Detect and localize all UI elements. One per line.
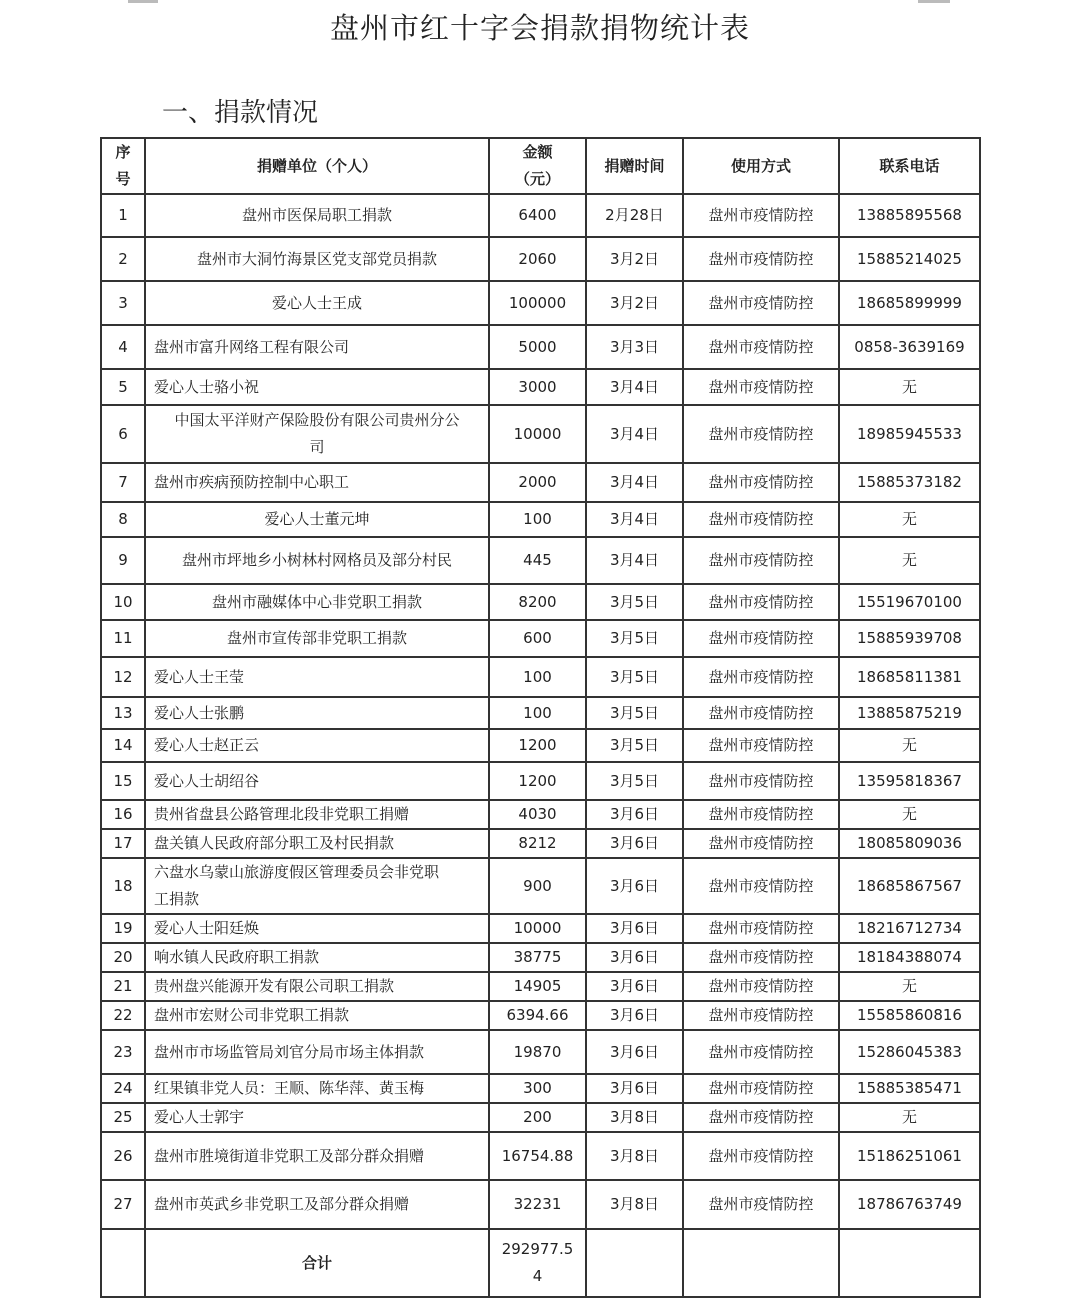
table-row <box>101 620 980 657</box>
cell-unit: 盘州市疾病预防控制中心职工 <box>145 463 489 502</box>
cell-time: 3月6日 <box>586 829 683 858</box>
header-amount-line1: 金额 <box>522 143 553 161</box>
cell-phone: 0858-3639169 <box>839 325 980 369</box>
cell-unit-line2: 工捐款 <box>154 890 200 908</box>
cell-amount: 6394.66 <box>489 1001 586 1030</box>
total-amount <box>489 1229 586 1297</box>
cell-unit: 盘州市市场监管局刘官分局市场主体捐款 <box>145 1030 489 1074</box>
cell-amount: 100 <box>489 502 586 537</box>
cell-time: 3月5日 <box>586 762 683 800</box>
cell-seq: 17 <box>101 829 145 858</box>
cell-phone: 15585860816 <box>839 1001 980 1030</box>
cell-time: 3月5日 <box>586 657 683 697</box>
cell-phone: 无 <box>839 800 980 829</box>
cell-phone: 15885214025 <box>839 237 980 281</box>
cell-unit: 响水镇人民政府职工捐款 <box>145 943 489 972</box>
cell-amount: 1200 <box>489 762 586 800</box>
cell-time: 3月8日 <box>586 1132 683 1180</box>
cell-phone: 无 <box>839 729 980 762</box>
cell-time: 3月5日 <box>586 584 683 620</box>
cell-phone: 13885875219 <box>839 697 980 729</box>
cell-seq: 14 <box>101 729 145 762</box>
header-use: 使用方式 <box>683 138 839 194</box>
cell-use: 盘州市疫情防控 <box>683 502 839 537</box>
cell-use: 盘州市疫情防控 <box>683 972 839 1001</box>
cell-time: 3月4日 <box>586 369 683 405</box>
table-row <box>101 943 980 972</box>
cell-unit: 爱心人士胡绍谷 <box>145 762 489 800</box>
cell-time: 3月3日 <box>586 325 683 369</box>
cell-phone: 13595818367 <box>839 762 980 800</box>
cell-unit: 爱心人士赵正云 <box>145 729 489 762</box>
cell-use: 盘州市疫情防控 <box>683 325 839 369</box>
cell-amount: 300 <box>489 1074 586 1103</box>
total-use <box>683 1229 839 1297</box>
cell-use: 盘州市疫情防控 <box>683 914 839 943</box>
cell-use: 盘州市疫情防控 <box>683 1103 839 1132</box>
cell-seq: 7 <box>101 463 145 502</box>
table-row <box>101 1030 980 1074</box>
cell-amount: 100 <box>489 697 586 729</box>
cell-unit <box>145 858 489 914</box>
cell-amount: 10000 <box>489 405 586 463</box>
cell-seq: 9 <box>101 537 145 584</box>
total-row <box>101 1229 980 1297</box>
cell-time: 3月6日 <box>586 858 683 914</box>
cell-use: 盘州市疫情防控 <box>683 762 839 800</box>
cell-seq: 27 <box>101 1180 145 1229</box>
cell-unit: 红果镇非党人员：王顺、陈华萍、黄玉梅 <box>145 1074 489 1103</box>
cell-time: 3月4日 <box>586 463 683 502</box>
cell-seq: 25 <box>101 1103 145 1132</box>
cell-seq: 4 <box>101 325 145 369</box>
cell-time: 3月6日 <box>586 800 683 829</box>
cell-time: 2月28日 <box>586 194 683 237</box>
cell-use: 盘州市疫情防控 <box>683 697 839 729</box>
cell-seq: 5 <box>101 369 145 405</box>
cell-amount: 16754.88 <box>489 1132 586 1180</box>
cell-phone: 18786763749 <box>839 1180 980 1229</box>
cell-unit: 盘州市坪地乡小树林村网格员及部分村民 <box>145 537 489 584</box>
header-amount-line2: （元） <box>514 170 560 188</box>
cell-use: 盘州市疫情防控 <box>683 537 839 584</box>
top-edge-mark-left <box>128 0 158 3</box>
cell-time: 3月6日 <box>586 1074 683 1103</box>
table-row <box>101 584 980 620</box>
cell-phone: 18985945533 <box>839 405 980 463</box>
table-row <box>101 463 980 502</box>
cell-phone: 15186251061 <box>839 1132 980 1180</box>
cell-unit: 贵州盘兴能源开发有限公司职工捐款 <box>145 972 489 1001</box>
cell-seq: 15 <box>101 762 145 800</box>
cell-time: 3月2日 <box>586 281 683 325</box>
table-row <box>101 914 980 943</box>
cell-seq: 21 <box>101 972 145 1001</box>
cell-use: 盘州市疫情防控 <box>683 1074 839 1103</box>
cell-amount: 3000 <box>489 369 586 405</box>
cell-unit: 爱心人士王成 <box>145 281 489 325</box>
cell-unit: 盘州市医保局职工捐款 <box>145 194 489 237</box>
table-row <box>101 972 980 1001</box>
cell-use: 盘州市疫情防控 <box>683 281 839 325</box>
cell-phone: 18216712734 <box>839 914 980 943</box>
cell-unit: 盘关镇人民政府部分职工及村民捐款 <box>145 829 489 858</box>
cell-amount: 2060 <box>489 237 586 281</box>
cell-phone: 15885373182 <box>839 463 980 502</box>
table-row <box>101 1103 980 1132</box>
cell-seq: 23 <box>101 1030 145 1074</box>
table-row <box>101 537 980 584</box>
cell-phone: 18685899999 <box>839 281 980 325</box>
cell-amount: 5000 <box>489 325 586 369</box>
cell-phone: 无 <box>839 1103 980 1132</box>
cell-amount: 445 <box>489 537 586 584</box>
table-row <box>101 829 980 858</box>
cell-phone: 18685811381 <box>839 657 980 697</box>
table-row <box>101 858 980 914</box>
cell-unit <box>145 405 489 463</box>
header-time: 捐赠时间 <box>586 138 683 194</box>
cell-unit-line1: 六盘水乌蒙山旅游度假区管理委员会非党职 <box>154 863 440 881</box>
cell-use: 盘州市疫情防控 <box>683 194 839 237</box>
cell-use: 盘州市疫情防控 <box>683 237 839 281</box>
top-edge-mark-right <box>918 0 950 3</box>
cell-unit: 贵州省盘县公路管理北段非党职工捐赠 <box>145 800 489 829</box>
cell-amount: 2000 <box>489 463 586 502</box>
cell-seq: 16 <box>101 800 145 829</box>
cell-time: 3月6日 <box>586 914 683 943</box>
cell-seq: 18 <box>101 858 145 914</box>
total-amount-line2: 4 <box>532 1267 543 1285</box>
cell-seq: 3 <box>101 281 145 325</box>
cell-seq: 10 <box>101 584 145 620</box>
cell-unit: 盘州市英武乡非党职工及部分群众捐赠 <box>145 1180 489 1229</box>
cell-time: 3月4日 <box>586 502 683 537</box>
cell-phone: 15885939708 <box>839 620 980 657</box>
cell-use: 盘州市疫情防控 <box>683 620 839 657</box>
cell-unit: 盘州市大洞竹海景区党支部党员捐款 <box>145 237 489 281</box>
cell-phone: 无 <box>839 972 980 1001</box>
cell-phone: 无 <box>839 502 980 537</box>
cell-seq: 24 <box>101 1074 145 1103</box>
cell-amount: 8200 <box>489 584 586 620</box>
cell-amount: 32231 <box>489 1180 586 1229</box>
cell-phone: 13885895568 <box>839 194 980 237</box>
table-row <box>101 1001 980 1030</box>
cell-time: 3月5日 <box>586 729 683 762</box>
cell-phone: 18685867567 <box>839 858 980 914</box>
donations-table <box>100 137 981 1298</box>
cell-amount: 600 <box>489 620 586 657</box>
header-seq: 序号 <box>101 138 145 194</box>
cell-amount: 4030 <box>489 800 586 829</box>
cell-seq: 1 <box>101 194 145 237</box>
table-row <box>101 194 980 237</box>
table-row <box>101 502 980 537</box>
cell-seq: 6 <box>101 405 145 463</box>
table-row <box>101 1180 980 1229</box>
cell-amount: 200 <box>489 1103 586 1132</box>
cell-amount: 6400 <box>489 194 586 237</box>
cell-unit-line2: 司 <box>309 438 325 456</box>
total-time <box>586 1229 683 1297</box>
cell-time: 3月2日 <box>586 237 683 281</box>
cell-unit: 爱心人士王莹 <box>145 657 489 697</box>
cell-amount: 100 <box>489 657 586 697</box>
cell-use: 盘州市疫情防控 <box>683 1001 839 1030</box>
table-body <box>101 194 980 1229</box>
cell-unit: 盘州市宣传部非党职工捐款 <box>145 620 489 657</box>
cell-time: 3月5日 <box>586 697 683 729</box>
cell-seq: 20 <box>101 943 145 972</box>
cell-seq: 13 <box>101 697 145 729</box>
cell-time: 3月5日 <box>586 620 683 657</box>
header-row <box>101 138 980 194</box>
cell-phone: 18184388074 <box>839 943 980 972</box>
cell-unit: 爱心人士阳廷焕 <box>145 914 489 943</box>
table-row <box>101 697 980 729</box>
cell-phone: 18085809036 <box>839 829 980 858</box>
table-row <box>101 800 980 829</box>
cell-unit: 爱心人士张鹏 <box>145 697 489 729</box>
cell-time: 3月6日 <box>586 943 683 972</box>
cell-use: 盘州市疫情防控 <box>683 369 839 405</box>
header-unit: 捐赠单位（个人） <box>145 138 489 194</box>
cell-unit: 盘州市胜境街道非党职工及部分群众捐赠 <box>145 1132 489 1180</box>
cell-seq: 26 <box>101 1132 145 1180</box>
total-label: 合计 <box>145 1229 489 1297</box>
cell-seq: 8 <box>101 502 145 537</box>
cell-unit: 爱心人士郭宇 <box>145 1103 489 1132</box>
cell-use: 盘州市疫情防控 <box>683 657 839 697</box>
cell-use: 盘州市疫情防控 <box>683 405 839 463</box>
cell-seq: 12 <box>101 657 145 697</box>
cell-time: 3月8日 <box>586 1103 683 1132</box>
cell-use: 盘州市疫情防控 <box>683 729 839 762</box>
cell-use: 盘州市疫情防控 <box>683 584 839 620</box>
total-seq <box>101 1229 145 1297</box>
table-row <box>101 729 980 762</box>
total-amount-line1: 292977.5 <box>501 1240 574 1258</box>
cell-time: 3月6日 <box>586 1001 683 1030</box>
table-row <box>101 405 980 463</box>
table-row <box>101 1074 980 1103</box>
table-row <box>101 281 980 325</box>
cell-use: 盘州市疫情防控 <box>683 800 839 829</box>
cell-amount: 10000 <box>489 914 586 943</box>
cell-amount: 8212 <box>489 829 586 858</box>
page-title: 盘州市红十字会捐款捐物统计表 <box>329 11 750 45</box>
cell-use: 盘州市疫情防控 <box>683 1030 839 1074</box>
cell-unit-line1: 中国太平洋财产保险股份有限公司贵州分公 <box>174 411 460 429</box>
cell-unit: 爱心人士董元坤 <box>145 502 489 537</box>
cell-time: 3月4日 <box>586 537 683 584</box>
cell-phone: 15286045383 <box>839 1030 980 1074</box>
cell-unit: 盘州市融媒体中心非党职工捐款 <box>145 584 489 620</box>
header-amount <box>489 138 586 194</box>
cell-amount: 1200 <box>489 729 586 762</box>
cell-phone: 15519670100 <box>839 584 980 620</box>
cell-use: 盘州市疫情防控 <box>683 1180 839 1229</box>
header-phone: 联系电话 <box>839 138 980 194</box>
cell-use: 盘州市疫情防控 <box>683 858 839 914</box>
table-row <box>101 325 980 369</box>
section-title: 一、捐款情况 <box>162 98 319 128</box>
cell-seq: 19 <box>101 914 145 943</box>
cell-time: 3月6日 <box>586 972 683 1001</box>
cell-use: 盘州市疫情防控 <box>683 943 839 972</box>
cell-time: 3月4日 <box>586 405 683 463</box>
cell-phone: 无 <box>839 537 980 584</box>
cell-amount: 900 <box>489 858 586 914</box>
cell-unit: 盘州市富升网络工程有限公司 <box>145 325 489 369</box>
cell-seq: 22 <box>101 1001 145 1030</box>
table-row <box>101 1132 980 1180</box>
cell-unit: 爱心人士骆小祝 <box>145 369 489 405</box>
table-row <box>101 762 980 800</box>
cell-time: 3月6日 <box>586 1030 683 1074</box>
cell-amount: 38775 <box>489 943 586 972</box>
table-row <box>101 369 980 405</box>
table-row <box>101 237 980 281</box>
cell-amount: 19870 <box>489 1030 586 1074</box>
total-phone <box>839 1229 980 1297</box>
cell-time: 3月8日 <box>586 1180 683 1229</box>
cell-amount: 100000 <box>489 281 586 325</box>
cell-amount: 14905 <box>489 972 586 1001</box>
cell-seq: 11 <box>101 620 145 657</box>
cell-seq: 2 <box>101 237 145 281</box>
table-row <box>101 657 980 697</box>
cell-phone: 15885385471 <box>839 1074 980 1103</box>
cell-unit: 盘州市宏财公司非党职工捐款 <box>145 1001 489 1030</box>
cell-phone: 无 <box>839 369 980 405</box>
cell-use: 盘州市疫情防控 <box>683 463 839 502</box>
cell-use: 盘州市疫情防控 <box>683 829 839 858</box>
cell-use: 盘州市疫情防控 <box>683 1132 839 1180</box>
